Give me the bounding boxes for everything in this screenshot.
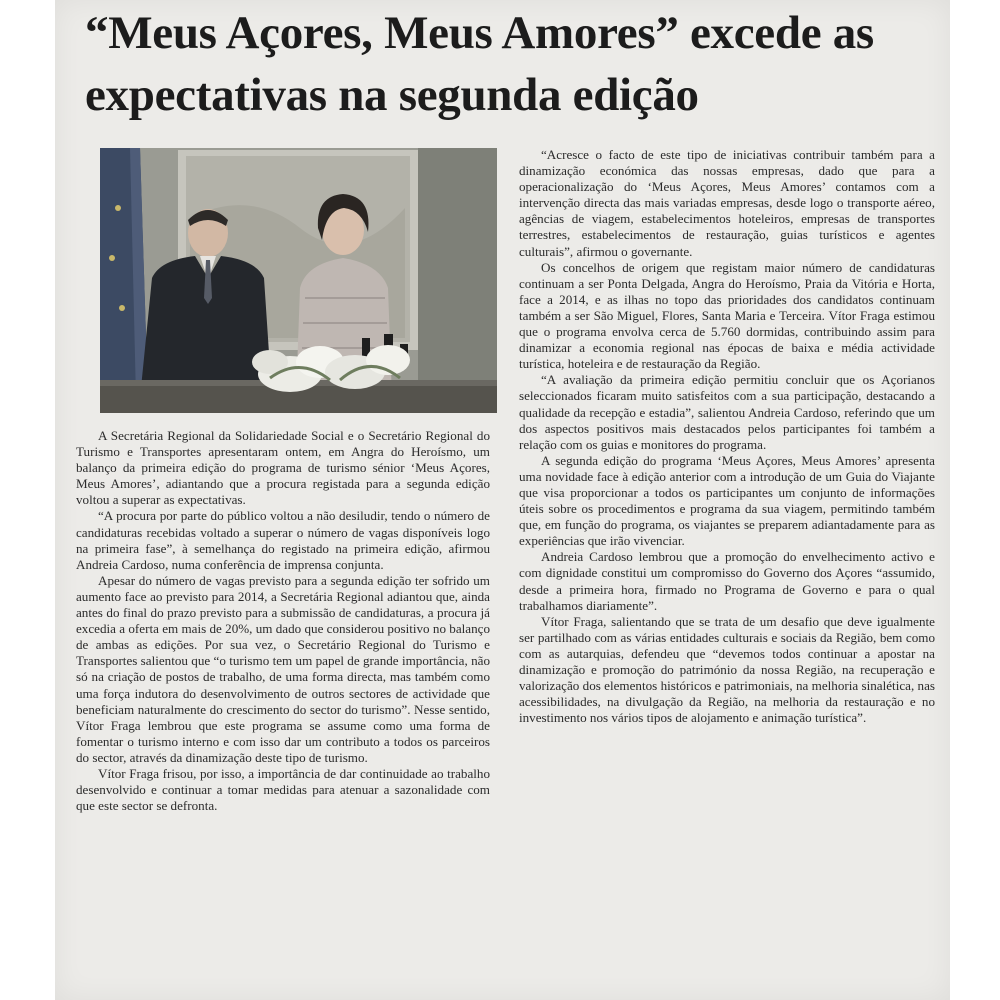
paragraph: Vítor Fraga frisou, por isso, a importância de dar continuidade ao trabalho desenvolvido e continuar a tomar medidas para atenuar a sazonalidade com que este sector se defronta. — [76, 765, 490, 814]
article-column-left — [76, 428, 490, 814]
paragraph: “A avaliação da primeira edição permitiu concluir que os Açorianos seleccionados ficaram muito satisfeitos com a sua participação, destacando a qualidade da recepção e estadia”, salientou Andreia Cardoso, referindo que um dos aspectos positivos mais destacados pelos participantes foi também a relação com os guias e monitores do programa. — [519, 372, 935, 452]
paragraph: Apesar do número de vagas previsto para a segunda edição ter sofrido um aumento face ao previsto para 2014, a Secretária Regional adiantou que, ainda antes do final do prazo previsto para a submissão de candidaturas, a procura já excedia a oferta em mais de 20%, um dado que considerou positivo no balanço de ambas as edições. Por sua vez, o Secretário Regional do Turismo e Transportes salientou que “o turismo tem um papel de grande importância, não só na criação de postos de trabalho, de uma forma directa, mas também como uma força indutora do desenvolvimento de outros sectores de actividade que beneficiam naturalmente do crescimento do sector do turismo”. Nesse sentido, Vítor Fraga lembrou que este programa se assume como uma forma de fomentar o turismo interno e com isso dar um contributo a todos os parceiros do sector, através da dinamização deste tipo de turismo. — [76, 572, 490, 765]
paragraph: Os concelhos de origem que registam maior número de candidaturas continuam a ser Ponta Delgada, Angra do Heroísmo, Praia da Vitória e Horta, face a 2014, e as ilhas no topo das prioridades dos candidatos continuam também a ser São Miguel, Flores, Santa Maria e Terceira. Vítor Fraga estimou que o programa envolva cerca de 5.760 dormidas, contribuindo assim para dinamizar a economia regional nas épocas de baixa e média actividade turística, hoteleira e de restauração da Região. — [519, 259, 935, 372]
press-conference-photo — [100, 148, 497, 413]
paragraph: A Secretária Regional da Solidariedade Social e o Secretário Regional do Turismo e Transportes apresentaram ontem, em Angra do Heroísmo, um balanço da primeira edição do programa de turismo sénior ‘Meus Açores, Meus Amores’, adiantando que a procura registada para a segunda edição voltou a superar as expectativas. — [76, 428, 490, 508]
paragraph: Vítor Fraga, salientando que se trata de um desafio que deve igualmente ser partilhado com as várias entidades culturais e sociais da Região, bem como com as autarquias, defendeu que “devemos todos continuar a apostar na dinamização e promoção do património da nossa Região, na recuperação e valorização dos elementos históricos e patrimoniais, na melhoria sinalética, nas acessibilidades, na divulgação da Região, na melhoria da restauração e no investimento nos vários tipos de alojamento e animação turística”. — [519, 613, 935, 726]
newspaper-clipping — [55, 0, 950, 1000]
paragraph: A segunda edição do programa ‘Meus Açores, Meus Amores’ apresenta uma novidade face à edição anterior com a introdução de um Guia do Viajante que visa proporcionar a todos os participantes um conjunto de informações úteis sobre os procedimentos e programa da sua viagem, permitindo também que, em função do programa, os viajantes se preparem adiantadamente para as experiências que irão vivenciar. — [519, 452, 935, 549]
headline: “Meus Açores, Meus Amores” excede as expectativas na segunda edição — [85, 7, 874, 121]
article-column-right — [519, 147, 935, 726]
paragraph: “A procura por parte do público voltou a não desiludir, tendo o número de candidaturas recebidas voltado a superar o número de vagas disponíveis logo na primeira fase”, à semelhança do registado na primeira edição, afirmou Andreia Cardoso, numa conferência de imprensa conjunta. — [76, 508, 490, 572]
paragraph: “Acresce o facto de este tipo de iniciativas contribuir também para a dinamização económica das nossas empresas, dado que para a operacionalização do ‘Meus Açores, Meus Amores’ contamos com a intervenção directa das mais variadas empresas, desde logo o transporte aéreo, agências de viagem, estabelecimentos hoteleiros, empresas de transportes terrestres, estabelecimentos de restauração, guias turísticos e agentes culturais”, afirmou o governante. — [519, 147, 935, 259]
paragraph: Andreia Cardoso lembrou que a promoção do envelhecimento activo e com dignidade constitui um compromisso do Governo dos Açores “assumido, desde a primeira hora, firmado no Programa de Governo e para o qual trabalhamos diariamente”. — [519, 549, 935, 613]
